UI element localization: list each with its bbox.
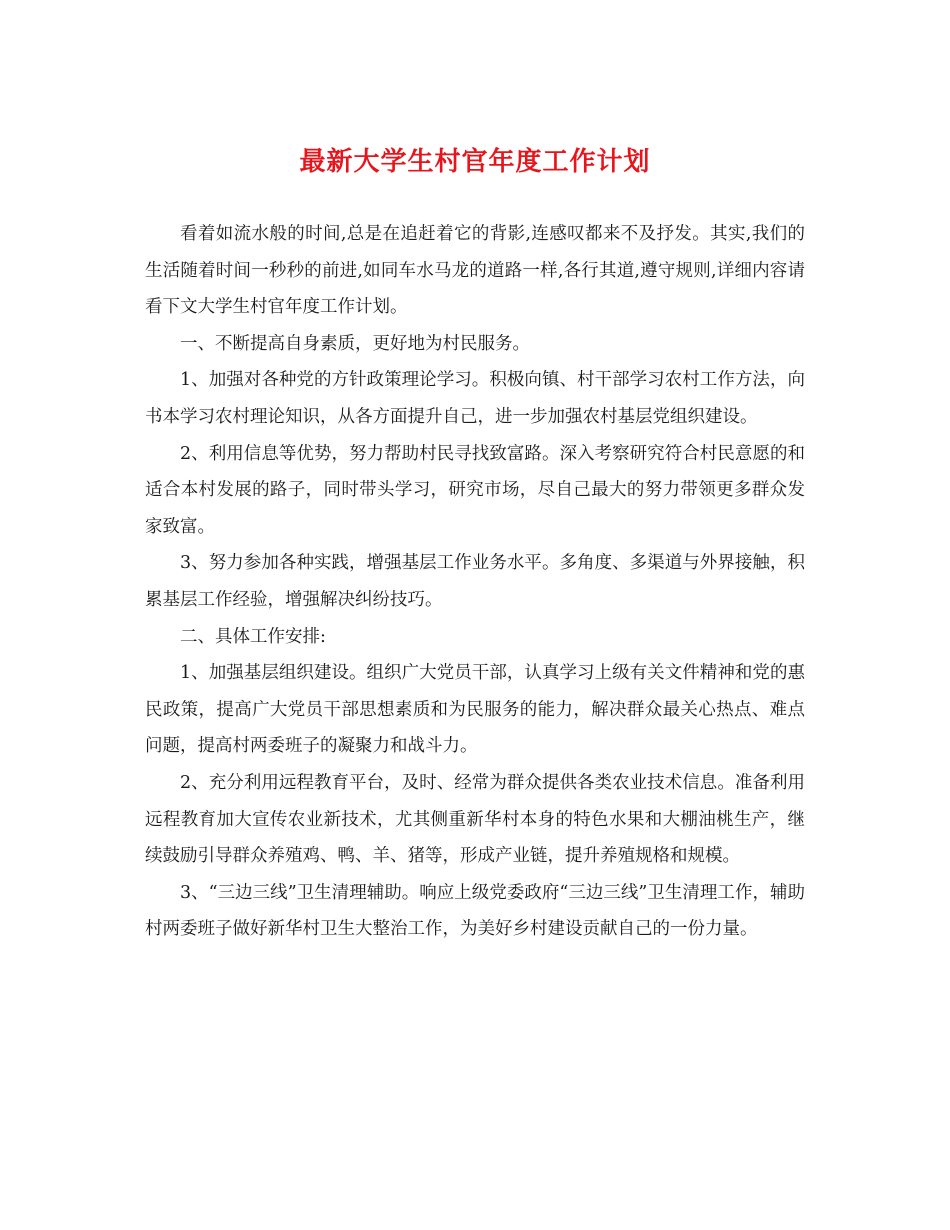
- paragraph-2-3: 3、“三边三线”卫生清理辅助。响应上级党委政府“三边三线”卫生清理工作，辅助村两委班子做好新华村卫生大整治工作，为美好乡村建设贡献自己的一份力量。: [145, 882, 805, 940]
- paragraph-1-2: 2、利用信息等优势，努力帮助村民寻找致富路。深入考察研究符合村民意愿的和适合本村发展的路子，同时带头学习，研究市场，尽自己最大的努力带领更多群众发家致富。: [145, 443, 805, 537]
- section-heading-1: 一、不断提高自身素质，更好地为村民服务。: [180, 333, 530, 354]
- paragraph-2-2: 2、充分利用远程教育平台，及时、经常为群众提供各类农业技术信息。准备利用远程教育加大宣传农业新技术，尤其侧重新华村本身的特色水果和大棚油桃生产，继续鼓励引导群众养殖鸡、鸭、羊、猪等，形成产业链，提升养殖规格和规模。: [145, 772, 805, 867]
- paragraph-2-1: 1、加强基层组织建设。组织广大党员干部，认真学习上级有关文件精神和党的惠民政策，提高广大党员干部思想素质和为民服务的能力，解决群众最关心热点、难点问题，提高村两委班子的凝聚力和战斗力。: [145, 663, 805, 757]
- document-body: [145, 216, 805, 948]
- section-heading-2: 二、具体工作安排:: [180, 626, 326, 647]
- document-title: 最新大学生村官年度工作计划: [299, 147, 651, 177]
- paragraph-1-1: 1、加强对各种党的方针政策理论学习。积极向镇、村干部学习农村工作方法，向书本学习农村理论知识，从各方面提升自己，进一步加强农村基层党组织建设。: [145, 370, 805, 427]
- intro-paragraph: 看着如流水般的时间,总是在追赶着它的背影,连感叹都来不及抒发。其实,我们的生活随着时间一秒秒的前进,如同车水马龙的道路一样,各行其道,遵守规则,详细内容请看下文大学生村官年度工作计划。: [145, 224, 805, 318]
- paragraph-1-3: 3、努力参加各种实践，增强基层工作业务水平。多角度、多渠道与外界接触，积累基层工作经验，增强解决纠纷技巧。: [145, 553, 805, 610]
